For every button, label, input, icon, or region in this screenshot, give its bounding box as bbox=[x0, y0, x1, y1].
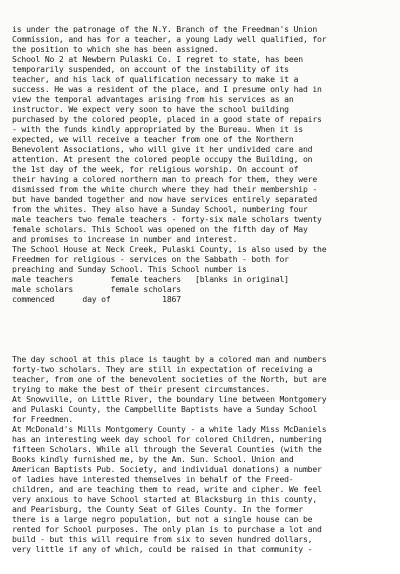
text-line: male scholars female scholars bbox=[12, 284, 181, 294]
text-line: purchased by the colored people, placed in a good state of repairs bbox=[12, 114, 322, 124]
text-line: is under the patronage of the N.Y. Branch of the Freedman's Union bbox=[12, 24, 318, 34]
text-line: the 1st day of the week, for religious worship. On account of bbox=[12, 164, 299, 174]
text-line: The School House at Neck Creek, Pulaski County, is also used by the bbox=[12, 244, 327, 254]
text-line: The day school at this place is taught by a colored man and numbers bbox=[12, 354, 327, 364]
text-line: American Baptists Pub. Society, and individual donations) a number bbox=[12, 464, 322, 474]
text-line: of ladies have interested themselves in behalf of the Freed- bbox=[12, 474, 294, 484]
text-line: At Snowville, on Little River, the boundary line between Montgomery bbox=[12, 394, 327, 404]
paragraph-gap bbox=[12, 324, 396, 334]
text-line: - with the funds kindly appropriated by the Bureau. When it is bbox=[12, 124, 303, 134]
text-line: but have banded together and now have services entirely separated bbox=[12, 194, 318, 204]
text-line: Freedmen for religious - services on the Sabbath - both for bbox=[12, 254, 289, 264]
text-line: At McDonald's Mills Montgomery County - a white lady Miss McDaniels bbox=[12, 424, 327, 434]
text-line: School No 2 at Newbern Pulaski Co. I regret to state, has been bbox=[12, 54, 303, 64]
text-line: success. He was a resident of the place, and I presume only had in bbox=[12, 84, 322, 94]
text-line: children, and are teaching them to read, write and cipher. We feel bbox=[12, 484, 322, 494]
text-line: teacher, and his lack of qualification necessary to make it a bbox=[12, 74, 299, 84]
text-line: the position to which she has been assigned. bbox=[12, 44, 219, 54]
text-line: teacher, from one of the benevolent societies of the North, but are bbox=[12, 374, 327, 384]
text-line: very anxious to have School started at Blacksburg in this county, bbox=[12, 494, 318, 504]
text-line: view the temporal advantages arising from his services as an bbox=[12, 94, 294, 104]
text-line: has an interesting week day school for colored Children, numbering bbox=[12, 434, 322, 444]
text-line: dismissed from the white church where they had their membership - bbox=[12, 184, 318, 194]
text-line: there is a large negro population, but not a single house can be bbox=[12, 514, 313, 524]
paragraph-block-2 bbox=[12, 354, 396, 554]
text-line: very little if any of which, could be raised in that community - bbox=[12, 544, 313, 554]
text-line: female scholars. This School was opened on the fifth day of May bbox=[12, 224, 308, 234]
text-line: preaching and Sunday School. This School number is bbox=[12, 264, 247, 274]
text-line: commenced day of 1867 bbox=[12, 294, 181, 304]
text-line: male teachers two female teachers - forty-six male scholars twenty bbox=[12, 214, 322, 224]
text-line: Commission, and has for a teacher, a young Lady well qualified, for bbox=[12, 34, 327, 44]
text-line: Benevolent Associations, who will give it her undivided care and bbox=[12, 144, 313, 154]
text-line: fifteen Scholars. While all through the Several Counties (with the bbox=[12, 444, 322, 454]
text-line: build - but this will require from six to seven hundred dollars, bbox=[12, 534, 313, 544]
document-text bbox=[12, 4, 396, 574]
text-line: their having a colored northern man to preach for them, they were bbox=[12, 174, 318, 184]
text-line: male teachers female teachers [blanks in original] bbox=[12, 274, 289, 284]
text-line: forty-two scholars. They are still in expectation of receiving a bbox=[12, 364, 313, 374]
text-line: instructor. We expect very soon to have the school building bbox=[12, 104, 289, 114]
text-line: for Freedmen. bbox=[12, 414, 74, 424]
text-line: rented for School purposes. The only plan is to purchase a lot and bbox=[12, 524, 322, 534]
text-line: and promises to increase in number and interest. bbox=[12, 234, 238, 244]
paragraph-block-1 bbox=[12, 24, 396, 304]
text-line: expected, we will receive a teacher from one of the Northern bbox=[12, 134, 294, 144]
text-line: trying to make the best of their present circumstances. bbox=[12, 384, 271, 394]
text-line: and Pulaski County, the Campbellite Baptists have a Sunday School bbox=[12, 404, 318, 414]
text-line: Books kindly furnished me, by the Am. Sun. School. Union and bbox=[12, 454, 294, 464]
text-line: temporarily suspended, on account of the instability of its bbox=[12, 64, 289, 74]
text-line: and Pearisburg, the County Seat of Giles County. In the former bbox=[12, 504, 303, 514]
text-line: from the whites. They also have a Sunday School, numbering four bbox=[12, 204, 308, 214]
text-line: attention. At present the colored people occupy the Building, on bbox=[12, 154, 313, 164]
